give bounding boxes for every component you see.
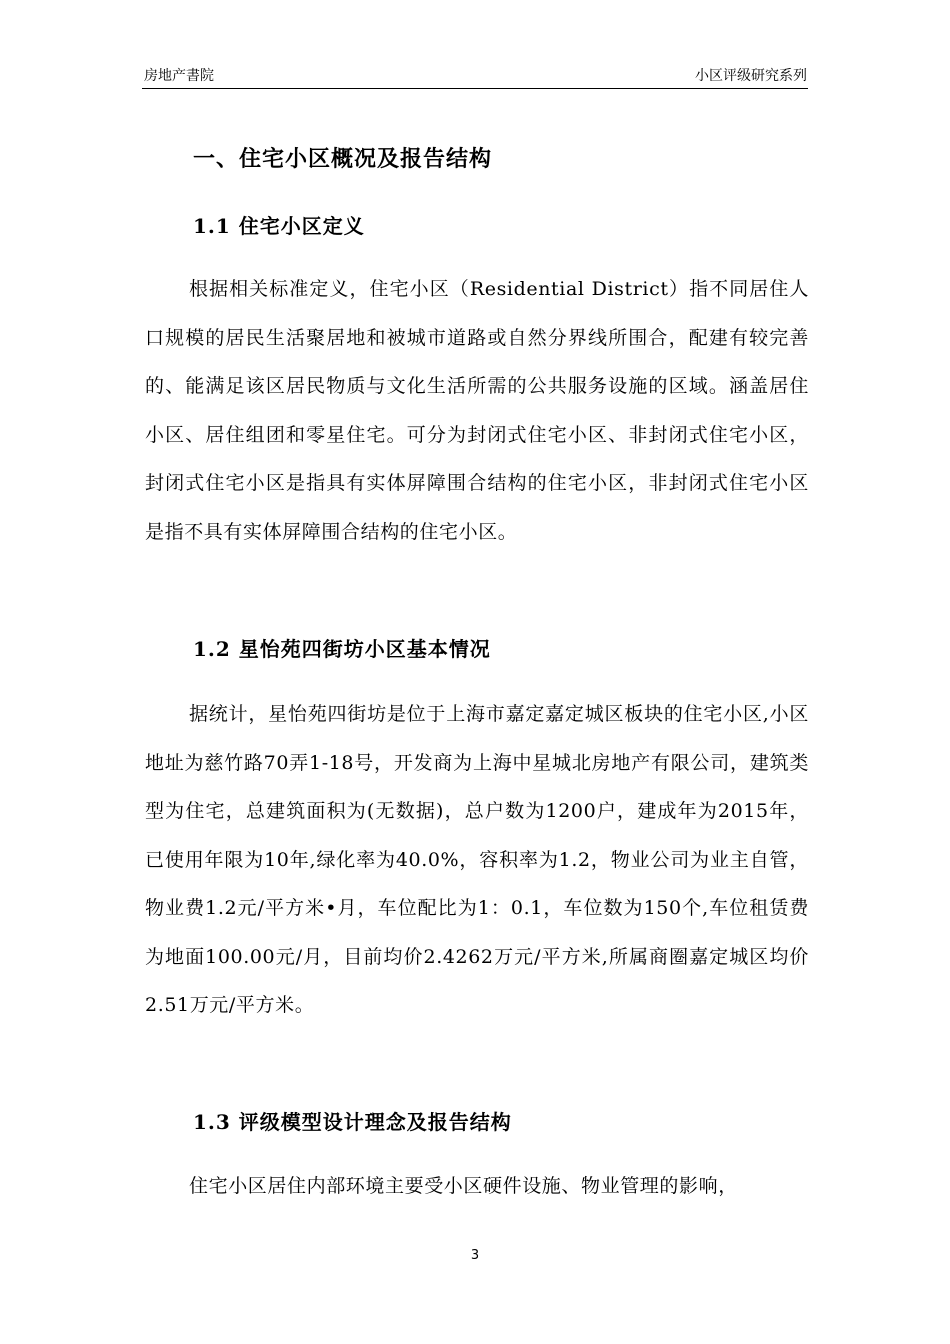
paragraph-1-3: 住宅小区居住内部环境主要受小区硬件设施、物业管理的影响， (189, 1175, 738, 1197)
header-divider (142, 88, 808, 89)
paragraph-1-1: 根据相关标准定义，住宅小区（Residential District）指不同居住人口规模的居民生活聚居地和被城市道路或自然分界线所围合，配建有较完善的、能满足该区居民物质与文化生活所需的公共服务设施的区域。涵盖居住小区、居住组团和零星住宅。可分为封闭式住宅小区、非封闭式住宅小区，封闭式住宅小区是指具有实体屏障围合结构的住宅小区，非封闭式住宅小区是指不具有实体屏障围合结构的住宅小区。 (145, 278, 809, 543)
heading-1-1: 1.1 住宅小区定义 (193, 214, 365, 238)
header-left-text: 房地产書院 (144, 68, 214, 84)
section-title: 一、住宅小区概况及报告结构 (193, 147, 493, 172)
heading-1-3: 1.3 评级模型设计理念及报告结构 (193, 1110, 512, 1134)
heading-1-2: 1.2 星怡苑四街坊小区基本情况 (193, 637, 491, 661)
page-number: 3 (470, 1248, 480, 1263)
paragraph-1-2: 据统计，星怡苑四街坊是位于上海市嘉定嘉定城区板块的住宅小区,小区地址为慈竹路70弄1-18号，开发商为上海中星城北房地产有限公司，建筑类型为住宅，总建筑面积为(无数据)，总户数为1200户，建成年为2015年，已使用年限为10年,绿化率为40.0%，容积率为1.2，物业公司为业主自管，物业费1.2元/平方米•月，车位配比为1：0.1，车位数为150个,车位租赁费为地面100.00元/月，目前均价2.4262万元/平方米,所属商圈嘉定城区均价2.51万元/平方米。 (145, 703, 809, 1016)
header-right-text: 小区评级研究系列 (695, 68, 807, 84)
